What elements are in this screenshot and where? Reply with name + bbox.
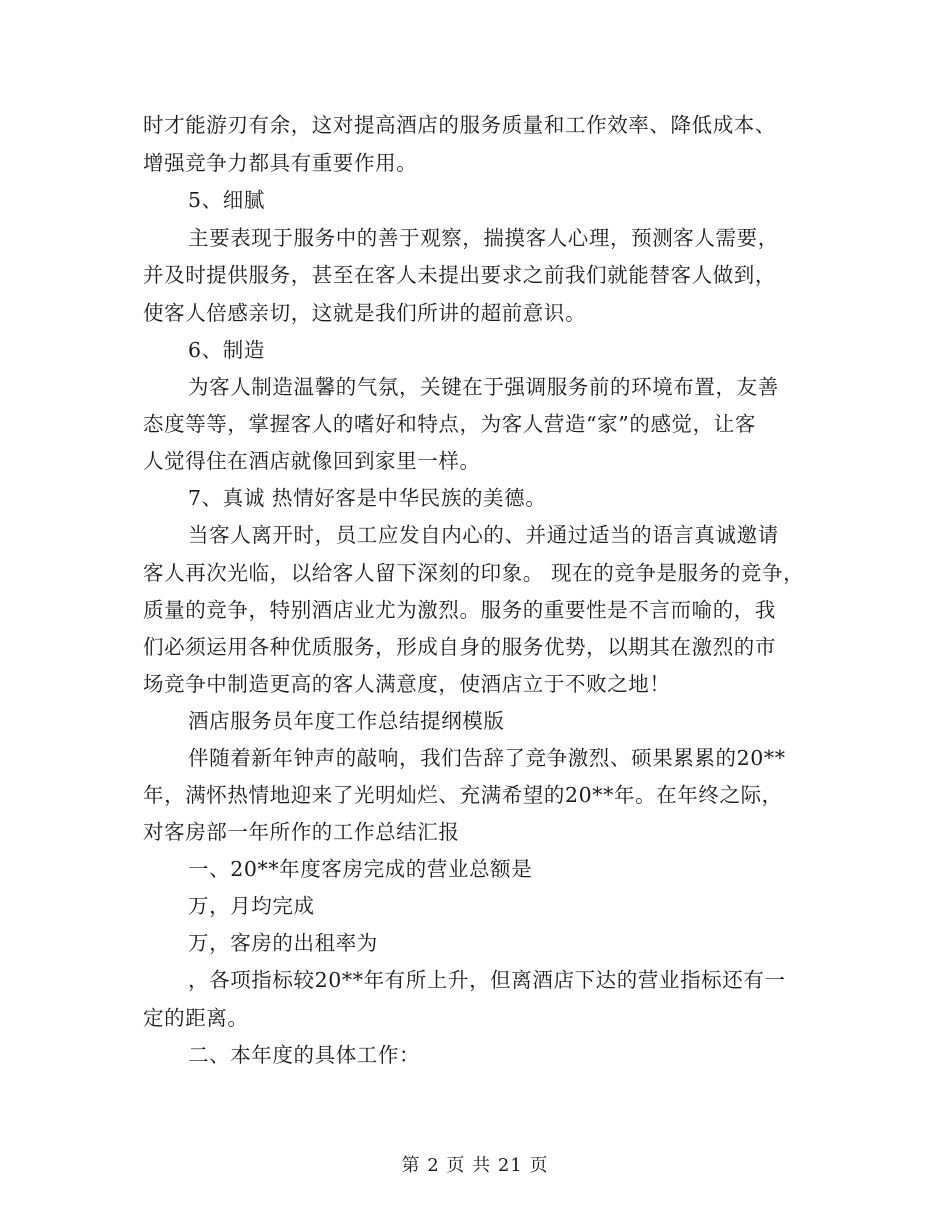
page-number-footer: 第 2 页 共 21 页 <box>401 1155 549 1176</box>
text-line-8: 为客人制造温馨的气氛，关键在于强调服务前的环境布置，友善 <box>188 375 779 399</box>
section-heading-5: 5、细腻 <box>188 188 265 212</box>
section-heading-6: 6、制造 <box>188 338 265 362</box>
text-line-22: 万，月均完成 <box>188 894 315 918</box>
section-heading-7: 7、真诚 热情好客是中华民族的美德。 <box>188 486 547 510</box>
text-line-2: 增强竞争力都具有重要作用。 <box>143 151 418 175</box>
text-line-6: 使客人倍感亲切，这就是我们所讲的超前意识。 <box>143 301 587 325</box>
text-line-19: 年，满怀热情地迎来了光明灿烂、充满希望的20**年。在年终之际， <box>143 783 783 807</box>
text-line-16: 场竞争中制造更高的客人满意度，使酒店立于不败之地！ <box>143 672 671 696</box>
text-line-9: 态度等等，掌握客人的嗜好和特点，为客人营造“家”的感觉，让客 <box>143 412 756 436</box>
document-subtitle: 酒店服务员年度工作总结提纲模版 <box>188 709 505 733</box>
text-line-14: 质量的竞争，特别酒店业尤为激烈。服务的重要性是不言而喻的，我 <box>143 598 776 622</box>
text-line-13: 客人再次光临，以给客人留下深刻的印象。 现在的竞争是服务的竞争， <box>143 561 805 585</box>
text-line-5: 并及时提供服务，甚至在客人未提出要求之前我们就能替客人做到， <box>143 263 776 287</box>
text-line-1: 时才能游刃有余，这对提高酒店的服务质量和工作效率、降低成本、 <box>143 113 776 137</box>
section-heading-2: 二、本年度的具体工作： <box>188 1043 421 1067</box>
text-line-25: 定的距离。 <box>143 1006 249 1030</box>
text-line-23: 万，客房的出租率为 <box>188 931 378 955</box>
text-line-10: 人觉得住在酒店就像回到家里一样。 <box>143 449 481 473</box>
text-line-15: 们必须运用各种优质服务，形成自身的服务优势，以期其在激烈的市 <box>143 635 776 659</box>
text-line-21: 一、20**年度客房完成的营业总额是 <box>188 857 533 881</box>
text-line-24: ，各项指标较20**年有所上升，但离酒店下达的营业指标还有一 <box>188 968 786 992</box>
text-line-4: 主要表现于服务中的善于观察，揣摸客人心理，预测客人需要， <box>188 226 779 250</box>
text-line-12: 当客人离开时，员工应发自内心的、并通过适当的语言真诚邀请 <box>188 523 779 547</box>
text-line-18: 伴随着新年钟声的敲响，我们告辞了竞争激烈、硕果累累的20** <box>188 746 786 770</box>
text-line-20: 对客房部一年所作的工作总结汇报 <box>143 820 460 844</box>
